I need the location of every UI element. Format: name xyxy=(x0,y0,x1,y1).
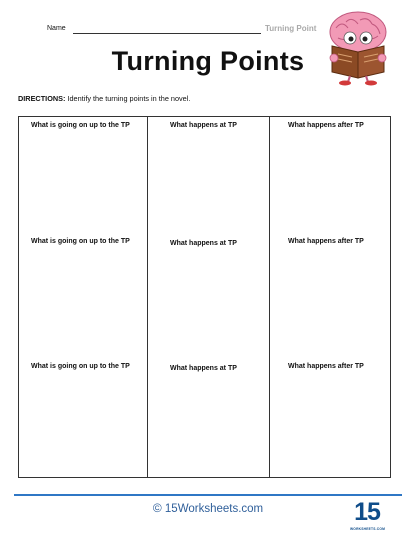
cell-label-at-tp: What happens at TP xyxy=(170,365,237,372)
cell-label-before-tp: What is going on up to the TP xyxy=(31,238,130,245)
name-label: Name xyxy=(47,25,66,32)
footer-site: 15Worksheets.com xyxy=(164,503,264,515)
copyright-symbol: © xyxy=(152,501,162,515)
column-divider xyxy=(147,117,148,477)
page-title: Turning Points xyxy=(111,46,305,76)
site-logo xyxy=(350,498,386,533)
footer-divider xyxy=(14,494,402,496)
cell-label-before-tp: What is going on up to the TP xyxy=(31,363,130,370)
name-row xyxy=(47,24,317,37)
cell-label-before-tp: What is going on up to the TP xyxy=(31,122,130,129)
directions xyxy=(18,94,190,103)
turning-points-grid xyxy=(18,116,391,478)
worksheet-tag: Turning Point xyxy=(265,24,317,33)
cell-label-at-tp: What happens at TP xyxy=(170,122,237,129)
column-divider xyxy=(269,117,270,477)
cell-label-at-tp: What happens at TP xyxy=(170,240,237,247)
directions-label: DIRECTIONS: xyxy=(18,94,66,103)
cell-label-after-tp: What happens after TP xyxy=(288,363,364,370)
name-line[interactable] xyxy=(73,33,261,34)
logo-text: WORKSHEETS.COM xyxy=(350,527,386,531)
directions-text: Identify the turning points in the novel. xyxy=(67,94,191,103)
logo-number: 15 xyxy=(354,498,380,526)
cell-label-after-tp: What happens after TP xyxy=(288,122,364,129)
cell-label-after-tp: What happens after TP xyxy=(288,238,364,245)
